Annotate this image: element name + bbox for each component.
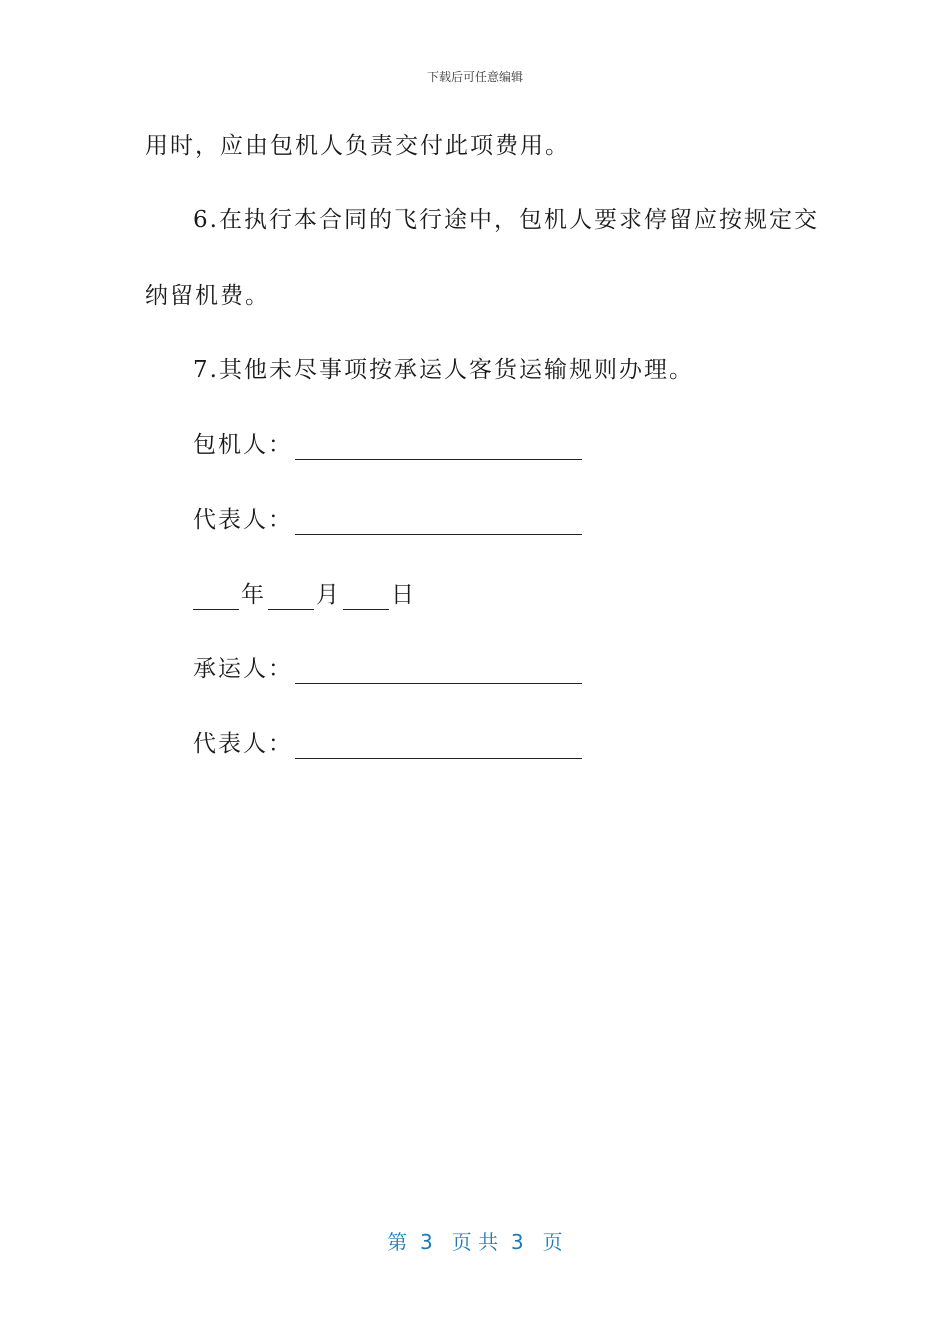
page-number-footer: 第 3 页 共 3 页 bbox=[387, 1230, 563, 1254]
date-row bbox=[193, 580, 418, 610]
day-label: 日 bbox=[391, 582, 416, 608]
year-label: 年 bbox=[241, 582, 266, 608]
clause-6-continuation: 纳留机费。 bbox=[145, 283, 270, 309]
carrier-signature-blank[interactable] bbox=[295, 659, 582, 684]
clause-6: 6.在执行本合同的飞行途中，包机人要求停留应按规定交 bbox=[193, 207, 819, 233]
charterer-signature-row bbox=[193, 430, 582, 460]
clause-continuation: 用时，应由包机人负责交付此项费用。 bbox=[145, 133, 570, 159]
representative-1-label: 代表人： bbox=[193, 507, 293, 533]
charterer-label: 包机人： bbox=[193, 432, 293, 458]
month-blank[interactable] bbox=[268, 585, 314, 610]
clause-7: 7.其他未尽事项按承运人客货运输规则办理。 bbox=[193, 357, 694, 383]
charterer-signature-blank[interactable] bbox=[295, 435, 582, 460]
day-blank[interactable] bbox=[343, 585, 389, 610]
representative-1-signature-row bbox=[193, 505, 582, 535]
representative-2-label: 代表人： bbox=[193, 731, 293, 757]
month-label: 月 bbox=[316, 582, 341, 608]
year-blank[interactable] bbox=[193, 585, 239, 610]
carrier-signature-row bbox=[193, 654, 582, 684]
page-header: 下载后可任意编辑 bbox=[426, 70, 523, 84]
representative-1-signature-blank[interactable] bbox=[295, 510, 582, 535]
representative-2-signature-row bbox=[193, 729, 582, 759]
carrier-label: 承运人： bbox=[193, 656, 293, 682]
representative-2-signature-blank[interactable] bbox=[295, 734, 582, 759]
